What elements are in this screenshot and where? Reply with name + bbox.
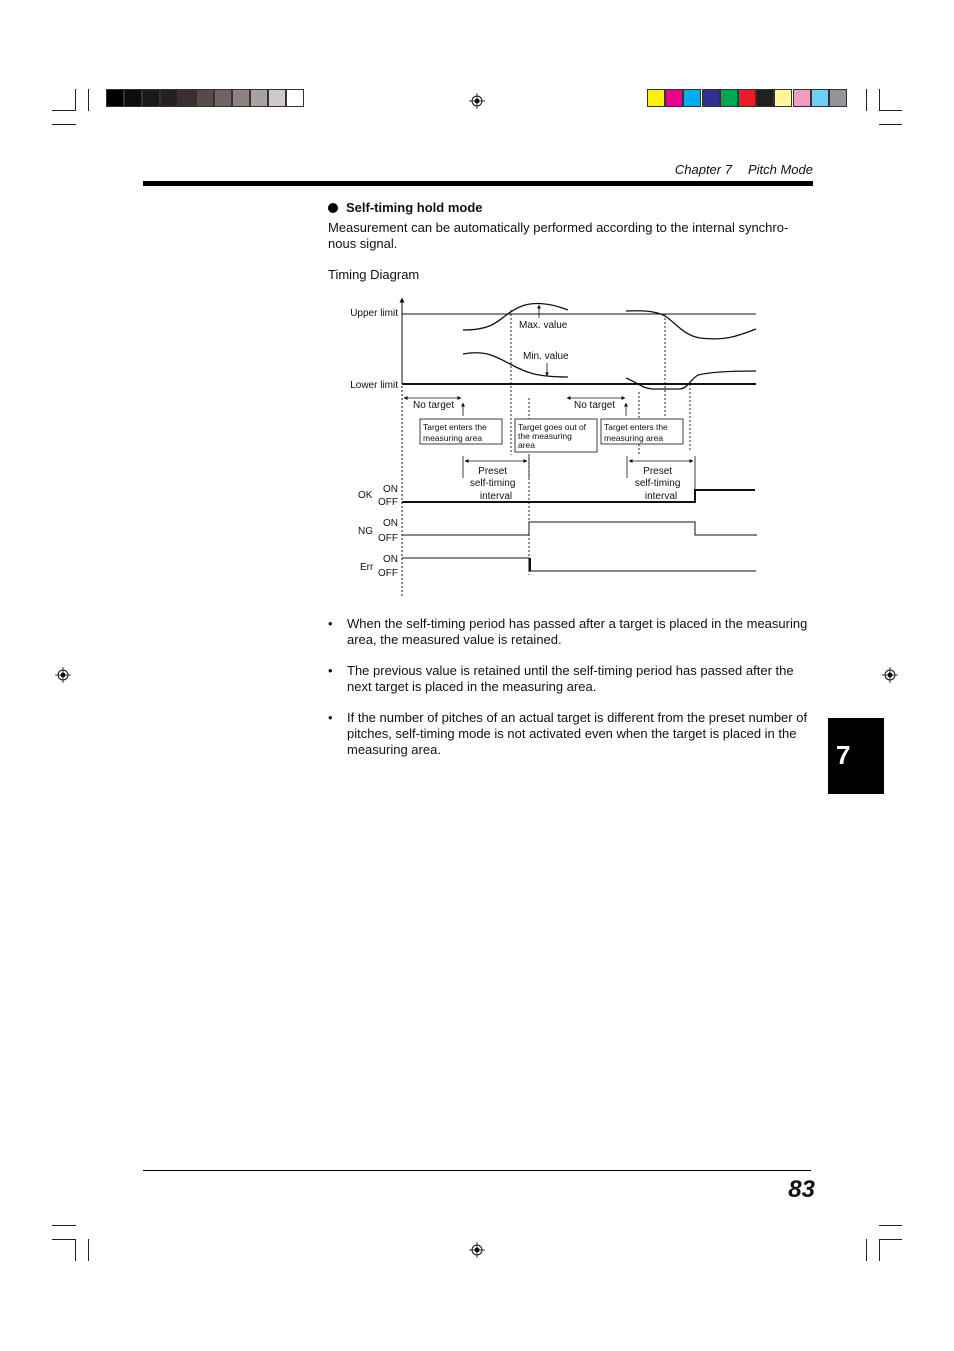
color-swatch — [124, 89, 142, 107]
chapter-title: Pitch Mode — [747, 162, 813, 177]
lower-limit-label: Lower limit — [350, 380, 398, 391]
color-swatch — [738, 89, 756, 107]
color-swatch — [811, 89, 829, 107]
max-value-label: Max. value — [519, 320, 568, 331]
color-swatch — [774, 89, 792, 107]
preset-interval-label: Preset self-timing interval — [469, 466, 516, 502]
no-target-label: No target — [413, 400, 455, 411]
chapter-number: Chapter 7 — [674, 162, 732, 177]
bullet-icon: • — [328, 710, 333, 725]
section-heading — [328, 200, 483, 215]
annotation-line: Target goes out of — [518, 422, 587, 432]
filled-circle-bullet-icon — [328, 203, 338, 213]
intro-paragraph: Measurement can be automatically performed according to the internal synchro-nous signal. — [328, 220, 789, 251]
err-off-label: OFF — [378, 568, 398, 579]
note-text: If the number of pitches of an actual target is different from the preset number of pitches, self-timing mode is not activated even when the target is placed in the measuring area. — [347, 710, 808, 757]
color-swatch — [160, 89, 178, 107]
ng-on-label: ON — [383, 518, 398, 529]
timing-diagram — [340, 290, 770, 600]
annotation-line: area — [518, 440, 536, 450]
ng-off-label: OFF — [378, 533, 398, 544]
upper-limit-label: Upper limit — [350, 308, 398, 319]
bullet-icon: • — [328, 663, 333, 678]
color-swatch — [665, 89, 683, 107]
color-swatch — [106, 89, 124, 107]
notes-list — [328, 616, 818, 773]
color-swatch — [720, 89, 738, 107]
no-target-label: No target — [574, 400, 616, 411]
annotation-line: measuring area — [423, 433, 483, 443]
annotation-text — [423, 422, 489, 443]
color-swatch — [142, 89, 160, 107]
registration-mark-icon — [55, 667, 71, 683]
min-value-label: Min. value — [523, 351, 569, 362]
ok-output-label: OK — [358, 490, 373, 501]
annotation-line: measuring area — [604, 433, 664, 443]
ok-on-label: ON — [383, 484, 398, 495]
bullet-icon: • — [328, 616, 333, 631]
color-swatch — [178, 89, 196, 107]
registration-mark-icon — [469, 93, 485, 109]
color-swatch — [829, 89, 847, 107]
annotation-line: Target enters the — [604, 422, 668, 432]
header-rule — [143, 181, 813, 186]
list-item — [328, 616, 818, 648]
color-swatch — [250, 89, 268, 107]
color-swatch — [268, 89, 286, 107]
signal-curve-right — [626, 311, 756, 339]
section-heading-text: Self-timing hold mode — [346, 200, 483, 215]
color-swatch — [683, 89, 701, 107]
page-number: 83 — [788, 1176, 815, 1203]
color-swatch — [756, 89, 774, 107]
registration-mark-icon — [469, 1242, 485, 1258]
list-item — [328, 710, 818, 758]
ok-signal-trace — [402, 490, 755, 502]
ng-signal-trace — [402, 522, 757, 535]
note-text: The previous value is retained until the self-timing period has passed after the next target is placed in the measuring area. — [347, 663, 794, 694]
ng-output-label: NG — [358, 526, 373, 537]
note-text: When the self-timing period has passed after a target is placed in the measuring area, the measured value is retained. — [347, 616, 808, 647]
preset-interval-label: Preset self-timing interval — [634, 466, 681, 502]
footer-rule — [143, 1170, 811, 1171]
color-swatch — [196, 89, 214, 107]
color-swatch — [232, 89, 250, 107]
registration-mark-icon — [882, 667, 898, 683]
color-swatch — [286, 89, 304, 107]
color-swatch — [214, 89, 232, 107]
diagram-caption: Timing Diagram — [328, 267, 420, 282]
running-header — [600, 162, 813, 177]
list-item — [328, 663, 818, 695]
signal-curve-lower — [626, 371, 756, 389]
annotation-text — [604, 422, 670, 443]
color-swatch — [647, 89, 665, 107]
chapter-tab-number: 7 — [836, 740, 851, 770]
color-swatch — [702, 89, 720, 107]
ok-off-label: OFF — [378, 497, 398, 508]
annotation-line: the measuring — [518, 431, 572, 441]
err-signal-trace — [402, 558, 756, 571]
chapter-tab — [828, 718, 884, 794]
err-output-label: Err — [360, 562, 374, 573]
annotation-line: Target enters the — [423, 422, 487, 432]
color-swatch — [793, 89, 811, 107]
err-on-label: ON — [383, 554, 398, 565]
